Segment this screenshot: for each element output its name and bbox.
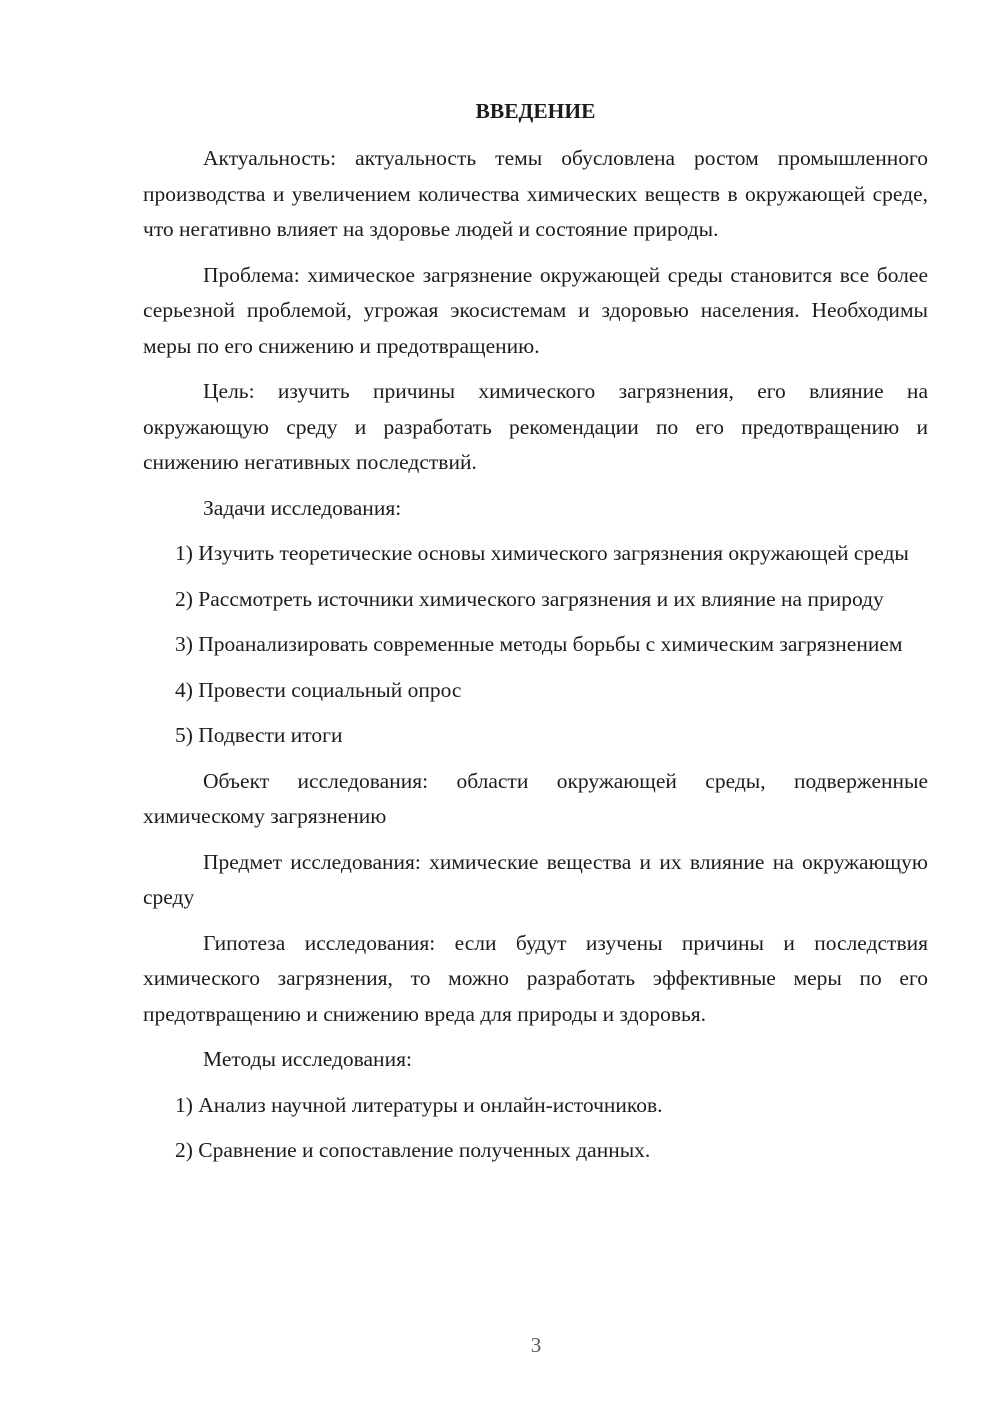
page-number: 3	[530, 1333, 542, 1357]
task-item-5: 5) Подвести итоги	[175, 723, 343, 747]
task-item-3: 3) Проанализировать современные методы борьбы с химическим загрязнением	[175, 632, 903, 656]
task-item-1: 1) Изучить теоретические основы химического загрязнения окружающей среды	[175, 541, 909, 565]
task-item-2: 2) Рассмотреть источники химического загрязнения и их влияние на природу	[175, 586, 884, 611]
document-page	[143, 94, 928, 1179]
problem-paragraph: Проблема: химическое загрязнение окружающей среды становится все более серьезной проблемой, угрожая экосистемам и здоровью населения. Необходимы меры по его снижению и предотвращению.	[143, 262, 928, 358]
method-item-2: 2) Сравнение и сопоставление полученных данных.	[175, 1138, 651, 1162]
subject-paragraph: Предмет исследования: химические вещества и их влияние на окружающую среду	[143, 849, 928, 909]
tasks-heading: Задачи исследования:	[203, 495, 402, 520]
methods-heading: Методы исследования:	[203, 1047, 412, 1071]
section-title: ВВЕДЕНИЕ	[475, 99, 596, 123]
task-item-4: 4) Провести социальный опрос	[175, 677, 462, 702]
method-item-1: 1) Анализ научной литературы и онлайн-источников.	[175, 1092, 663, 1117]
object-paragraph: Объект исследования: области окружающей среды, подверженные химическому загрязнению	[143, 768, 928, 828]
goal-paragraph: Цель: изучить причины химического загрязнения, его влияние на окружающую среду и разработать рекомендации по его предотвращению и снижению негативных последствий.	[143, 379, 928, 474]
relevance-paragraph: Актуальность: актуальность темы обусловлена ростом промышленного производства и увеличением количества химических веществ в окружающей среде, что негативно влияет на здоровье людей и состояние природы.	[143, 146, 928, 241]
hypothesis-paragraph: Гипотеза исследования: если будут изучены причины и последствия химического загрязнения, то можно разработать эффективные меры по его предотвращению и снижению вреда для природы и здоровья.	[143, 930, 928, 1026]
